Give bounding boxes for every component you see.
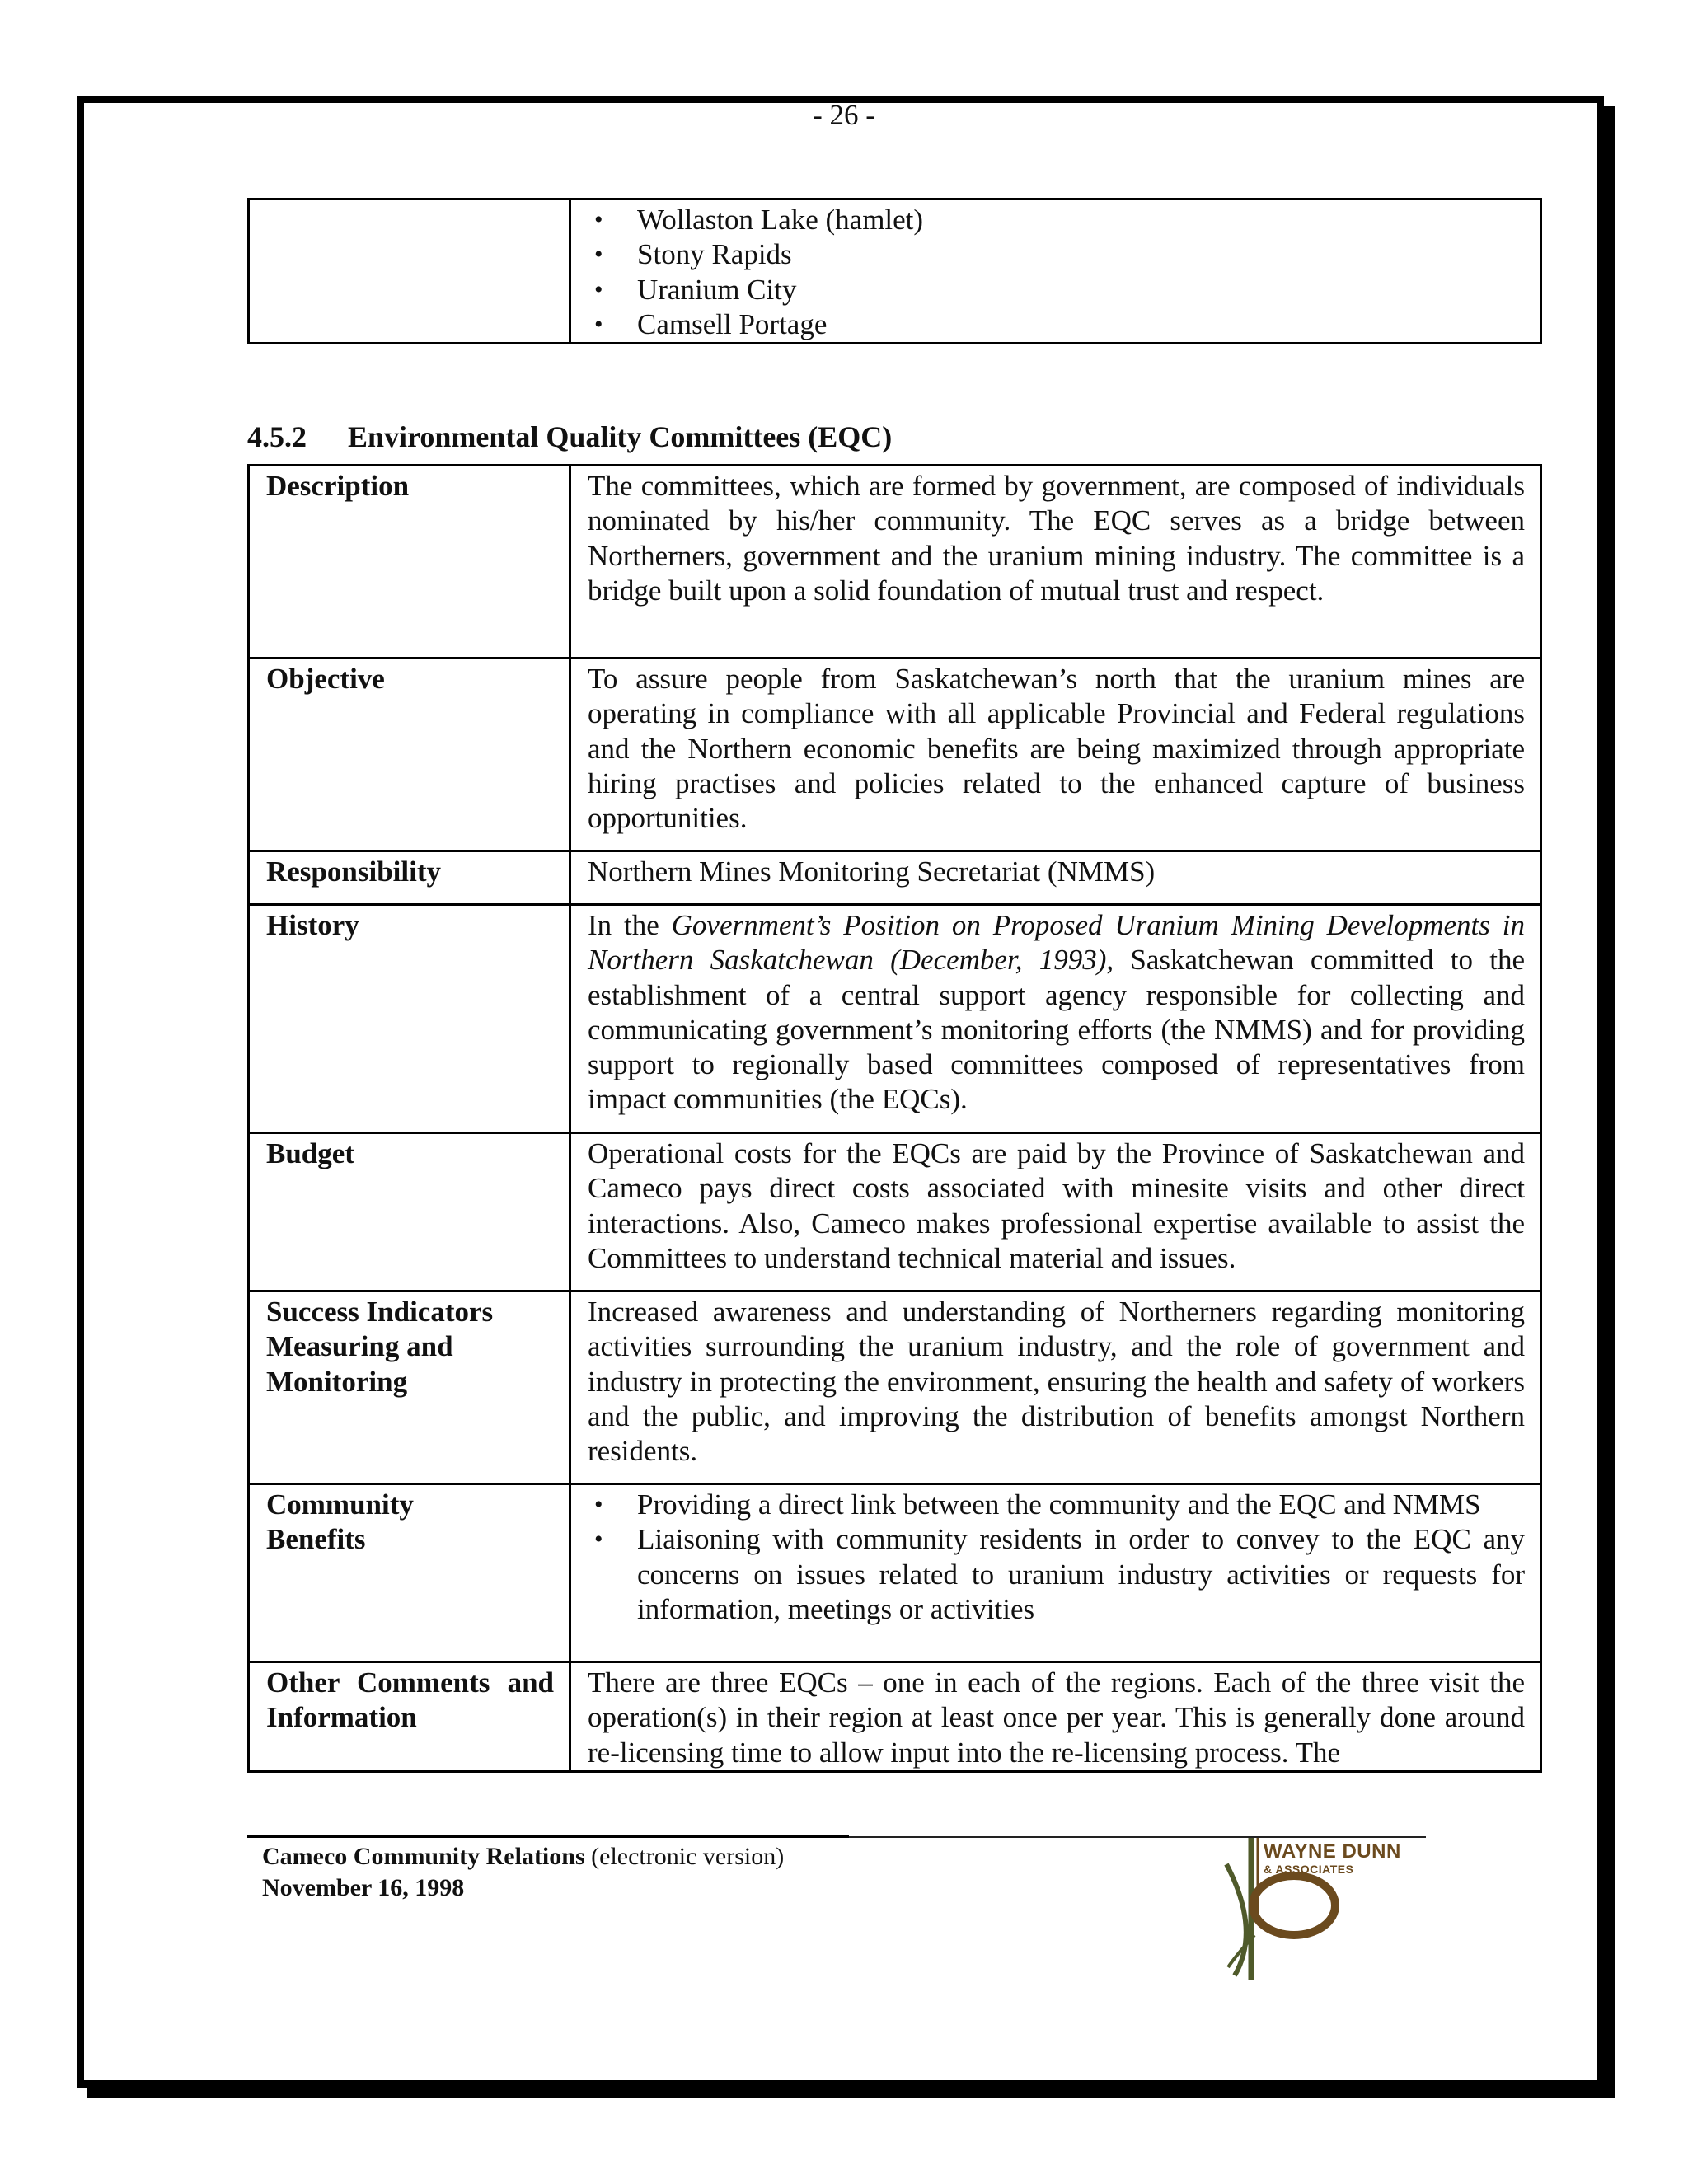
empty-label-cell — [249, 199, 570, 344]
table-row — [249, 199, 1541, 344]
row-content — [570, 1484, 1541, 1662]
table-row — [249, 1484, 1541, 1662]
row-content: Increased awareness and understanding of Northerners regarding monitoring activities surrounding the uranium industry, and the role of government and industry in protecting the environment, ensuring the health and safety of workers and the public, and improving the distribution of benefits amongst Northern residents. — [570, 1291, 1541, 1484]
list-item: • Uranium City — [588, 273, 1525, 307]
row-label — [249, 1291, 570, 1484]
table-row — [249, 1291, 1541, 1484]
logo-wordmark — [1264, 1841, 1401, 1876]
list-item: • Liaisoning with community residents in order to convey to the EQC any concerns on issues related to uranium industry activities or requests for information, meetings or activities — [588, 1522, 1525, 1627]
label-line: Benefits — [266, 1523, 366, 1556]
list-item: • Stony Rapids — [588, 237, 1525, 272]
row-content: Operational costs for the EQCs are paid by the Province of Saskatchewan and Cameco pays direct costs associated with minesite visits and other direct interactions. Also, Cameco makes professional expertise available to assist the Committees to understand technical material and issues. — [570, 1133, 1541, 1291]
row-label: Other Comments and Information — [249, 1662, 570, 1772]
page-number: - 26 - — [813, 99, 875, 131]
label-line: Measuring and — [266, 1330, 453, 1363]
table-row — [249, 905, 1541, 1133]
list-item: • Camsell Portage — [588, 307, 1525, 342]
row-label: Budget — [249, 1133, 570, 1291]
row-label — [249, 1484, 570, 1662]
label-line: Monitoring — [266, 1365, 408, 1398]
list-item: • Providing a direct link between the community and the EQC and NMMS — [588, 1488, 1525, 1522]
section-title: Environmental Quality Committees (EQC) — [348, 420, 893, 453]
row-content — [570, 905, 1541, 1133]
row-content: To assure people from Saskatchewan’s north that the uranium mines are operating in compliance with all applicable Provincial and Federal regulations and the Northern economic benefits are being maximized through appropriate hiring practises and policies related to the enhanced capture of business opportunities. — [570, 658, 1541, 851]
footer-line — [262, 1841, 784, 1872]
footer-version: (electronic version) — [584, 1843, 785, 1870]
logo-line: WAYNE DUNN — [1264, 1840, 1401, 1863]
footer-org: Cameco Community Relations — [262, 1843, 585, 1870]
table-row — [249, 466, 1541, 658]
row-content: The committees, which are formed by government, are composed of individuals nominated by his/her community. The EQC serves as a bridge between Northerners, government and the uranium mining industry. The committee is a bridge built upon a solid foundation of mutual trust and respect. — [570, 466, 1541, 658]
footer — [262, 1841, 784, 1904]
label-line: Community — [266, 1488, 414, 1521]
benefits-list — [588, 1488, 1525, 1627]
places-cell — [570, 199, 1541, 344]
row-content: There are three EQCs – one in each of the regions. Each of the three visit the operation(s) in their region at least once per year. This is generally done around re-licensing time to allow input into the re-licensing process. The — [570, 1662, 1541, 1772]
table-row — [249, 1662, 1541, 1772]
row-content: Northern Mines Monitoring Secretariat (NMMS) — [570, 851, 1541, 905]
table-row — [249, 851, 1541, 905]
row-label: Description — [249, 466, 570, 658]
continued-table — [247, 198, 1542, 344]
table-row — [249, 1133, 1541, 1291]
row-label: Responsibility — [249, 851, 570, 905]
eqc-table — [247, 464, 1542, 1773]
row-label: History — [249, 905, 570, 1133]
row-label: Objective — [249, 658, 570, 851]
list-item: • Wollaston Lake (hamlet) — [588, 203, 1525, 237]
footer-divider-accent — [247, 1835, 849, 1838]
logo-line: & ASSOCIATES — [1264, 1863, 1354, 1876]
history-prefix: In the — [588, 909, 672, 941]
section-number: 4.5.2 — [247, 420, 307, 453]
label-line: Success Indicators — [266, 1296, 494, 1328]
history-document-title: Government’s Position on Proposed Uranium Mining Developments in Northern Saskatchewan (December, 1993) — [588, 909, 1525, 977]
footer-date: November 16, 1998 — [262, 1874, 465, 1901]
history-suffix: , Saskatchewan committed to the establishment of a central support agency responsible for collecting and communicating government’s monitoring efforts (the NMMS) and for providing support to regionally based committees composed of representatives from impact communities (the EQCs). — [588, 944, 1525, 1116]
places-list — [588, 203, 1525, 342]
table-row — [249, 658, 1541, 851]
section-heading — [247, 419, 892, 455]
